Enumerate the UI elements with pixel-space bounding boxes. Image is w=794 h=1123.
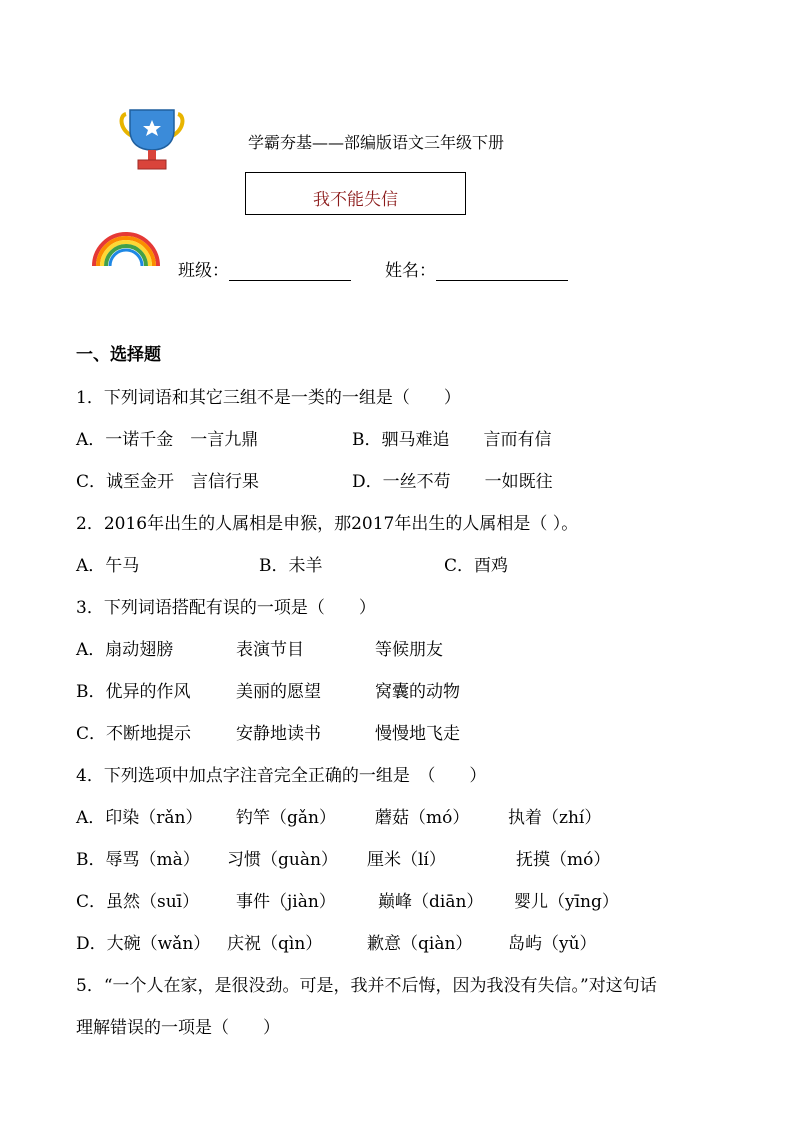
- option-d-item: 歉意（qiàn）: [367, 934, 473, 954]
- question-stem: 3．下列词语搭配有误的一项是（ ）: [76, 598, 376, 618]
- option-b[interactable]: B．辱骂（mà）: [76, 850, 200, 870]
- option-c[interactable]: C．虽然（suī）: [76, 892, 200, 912]
- option-d-item: 岛屿（yǔ）: [508, 934, 597, 954]
- option-a-item: 蘑菇（mó）: [375, 808, 470, 828]
- option-a-phrase: 表演节目: [236, 640, 304, 660]
- rainbow-icon: [90, 226, 162, 268]
- option-a[interactable]: A．一诺千金 一言九鼎: [76, 430, 259, 450]
- question-stem: 5．“一个人在家，是很没劲。可是，我并不后悔，因为我没有失信。”对这句话: [76, 976, 657, 996]
- name-label: 姓名：: [385, 261, 436, 281]
- question-stem: 1．下列词语和其它三组不是一类的一组是（ ）: [76, 388, 461, 408]
- option-d[interactable]: D．一丝不苟 一如既往: [352, 472, 553, 492]
- option-c-item: 事件（jiàn）: [236, 892, 336, 912]
- name-blank[interactable]: [436, 262, 568, 281]
- question-stem: 2．2016年出生的人属相是申猴，那2017年出生的人属相是（ ）。: [76, 514, 579, 534]
- class-blank[interactable]: [229, 262, 351, 281]
- option-b[interactable]: B．驷马难追 言而有信: [352, 430, 552, 450]
- option-a-item: 钓竿（gǎn）: [236, 808, 336, 828]
- class-label: 班级：: [178, 261, 229, 281]
- option-c[interactable]: C．不断地提示: [76, 724, 192, 744]
- option-b-item: 抚摸（mó）: [516, 850, 611, 870]
- option-a-item: 执着（zhí）: [508, 808, 602, 828]
- page-title: 学霸夯基——部编版语文三年级下册: [248, 133, 505, 152]
- option-b-item: 厘米（lí）: [367, 850, 446, 870]
- question-stem: 4．下列选项中加点字注音完全正确的一组是 （ ）: [76, 766, 487, 786]
- trophy-icon: [118, 108, 186, 172]
- name-field: [385, 256, 568, 281]
- class-field: [178, 256, 351, 281]
- option-b-phrase: 窝囊的动物: [375, 682, 460, 702]
- option-b-phrase: 美丽的愿望: [236, 682, 321, 702]
- option-c-item: 婴儿（yīng）: [514, 892, 619, 912]
- lesson-title: 我不能失信: [313, 190, 398, 210]
- option-d[interactable]: D．大碗（wǎn）: [76, 934, 211, 954]
- option-d-item: 庆祝（qìn）: [227, 934, 323, 954]
- option-b-item: 习惯（guàn）: [227, 850, 338, 870]
- section-heading: 一、选择题: [76, 345, 161, 365]
- lesson-title-box: [245, 172, 466, 215]
- option-c-phrase: 慢慢地飞走: [375, 724, 460, 744]
- option-a[interactable]: A．午马: [76, 556, 140, 576]
- option-c-item: 巅峰（diān）: [378, 892, 484, 912]
- question-stem-continued: 理解错误的一项是（ ）: [76, 1018, 280, 1038]
- option-a[interactable]: A．扇动翅膀: [76, 640, 174, 660]
- option-b[interactable]: B．优异的作风: [76, 682, 191, 702]
- option-c-phrase: 安静地读书: [236, 724, 321, 744]
- option-a[interactable]: A．印染（rǎn）: [76, 808, 203, 828]
- option-a-phrase: 等候朋友: [375, 640, 443, 660]
- option-b[interactable]: B．未羊: [259, 556, 323, 576]
- option-c[interactable]: C．酉鸡: [444, 556, 509, 576]
- option-c[interactable]: C．诚至金开 言信行果: [76, 472, 260, 492]
